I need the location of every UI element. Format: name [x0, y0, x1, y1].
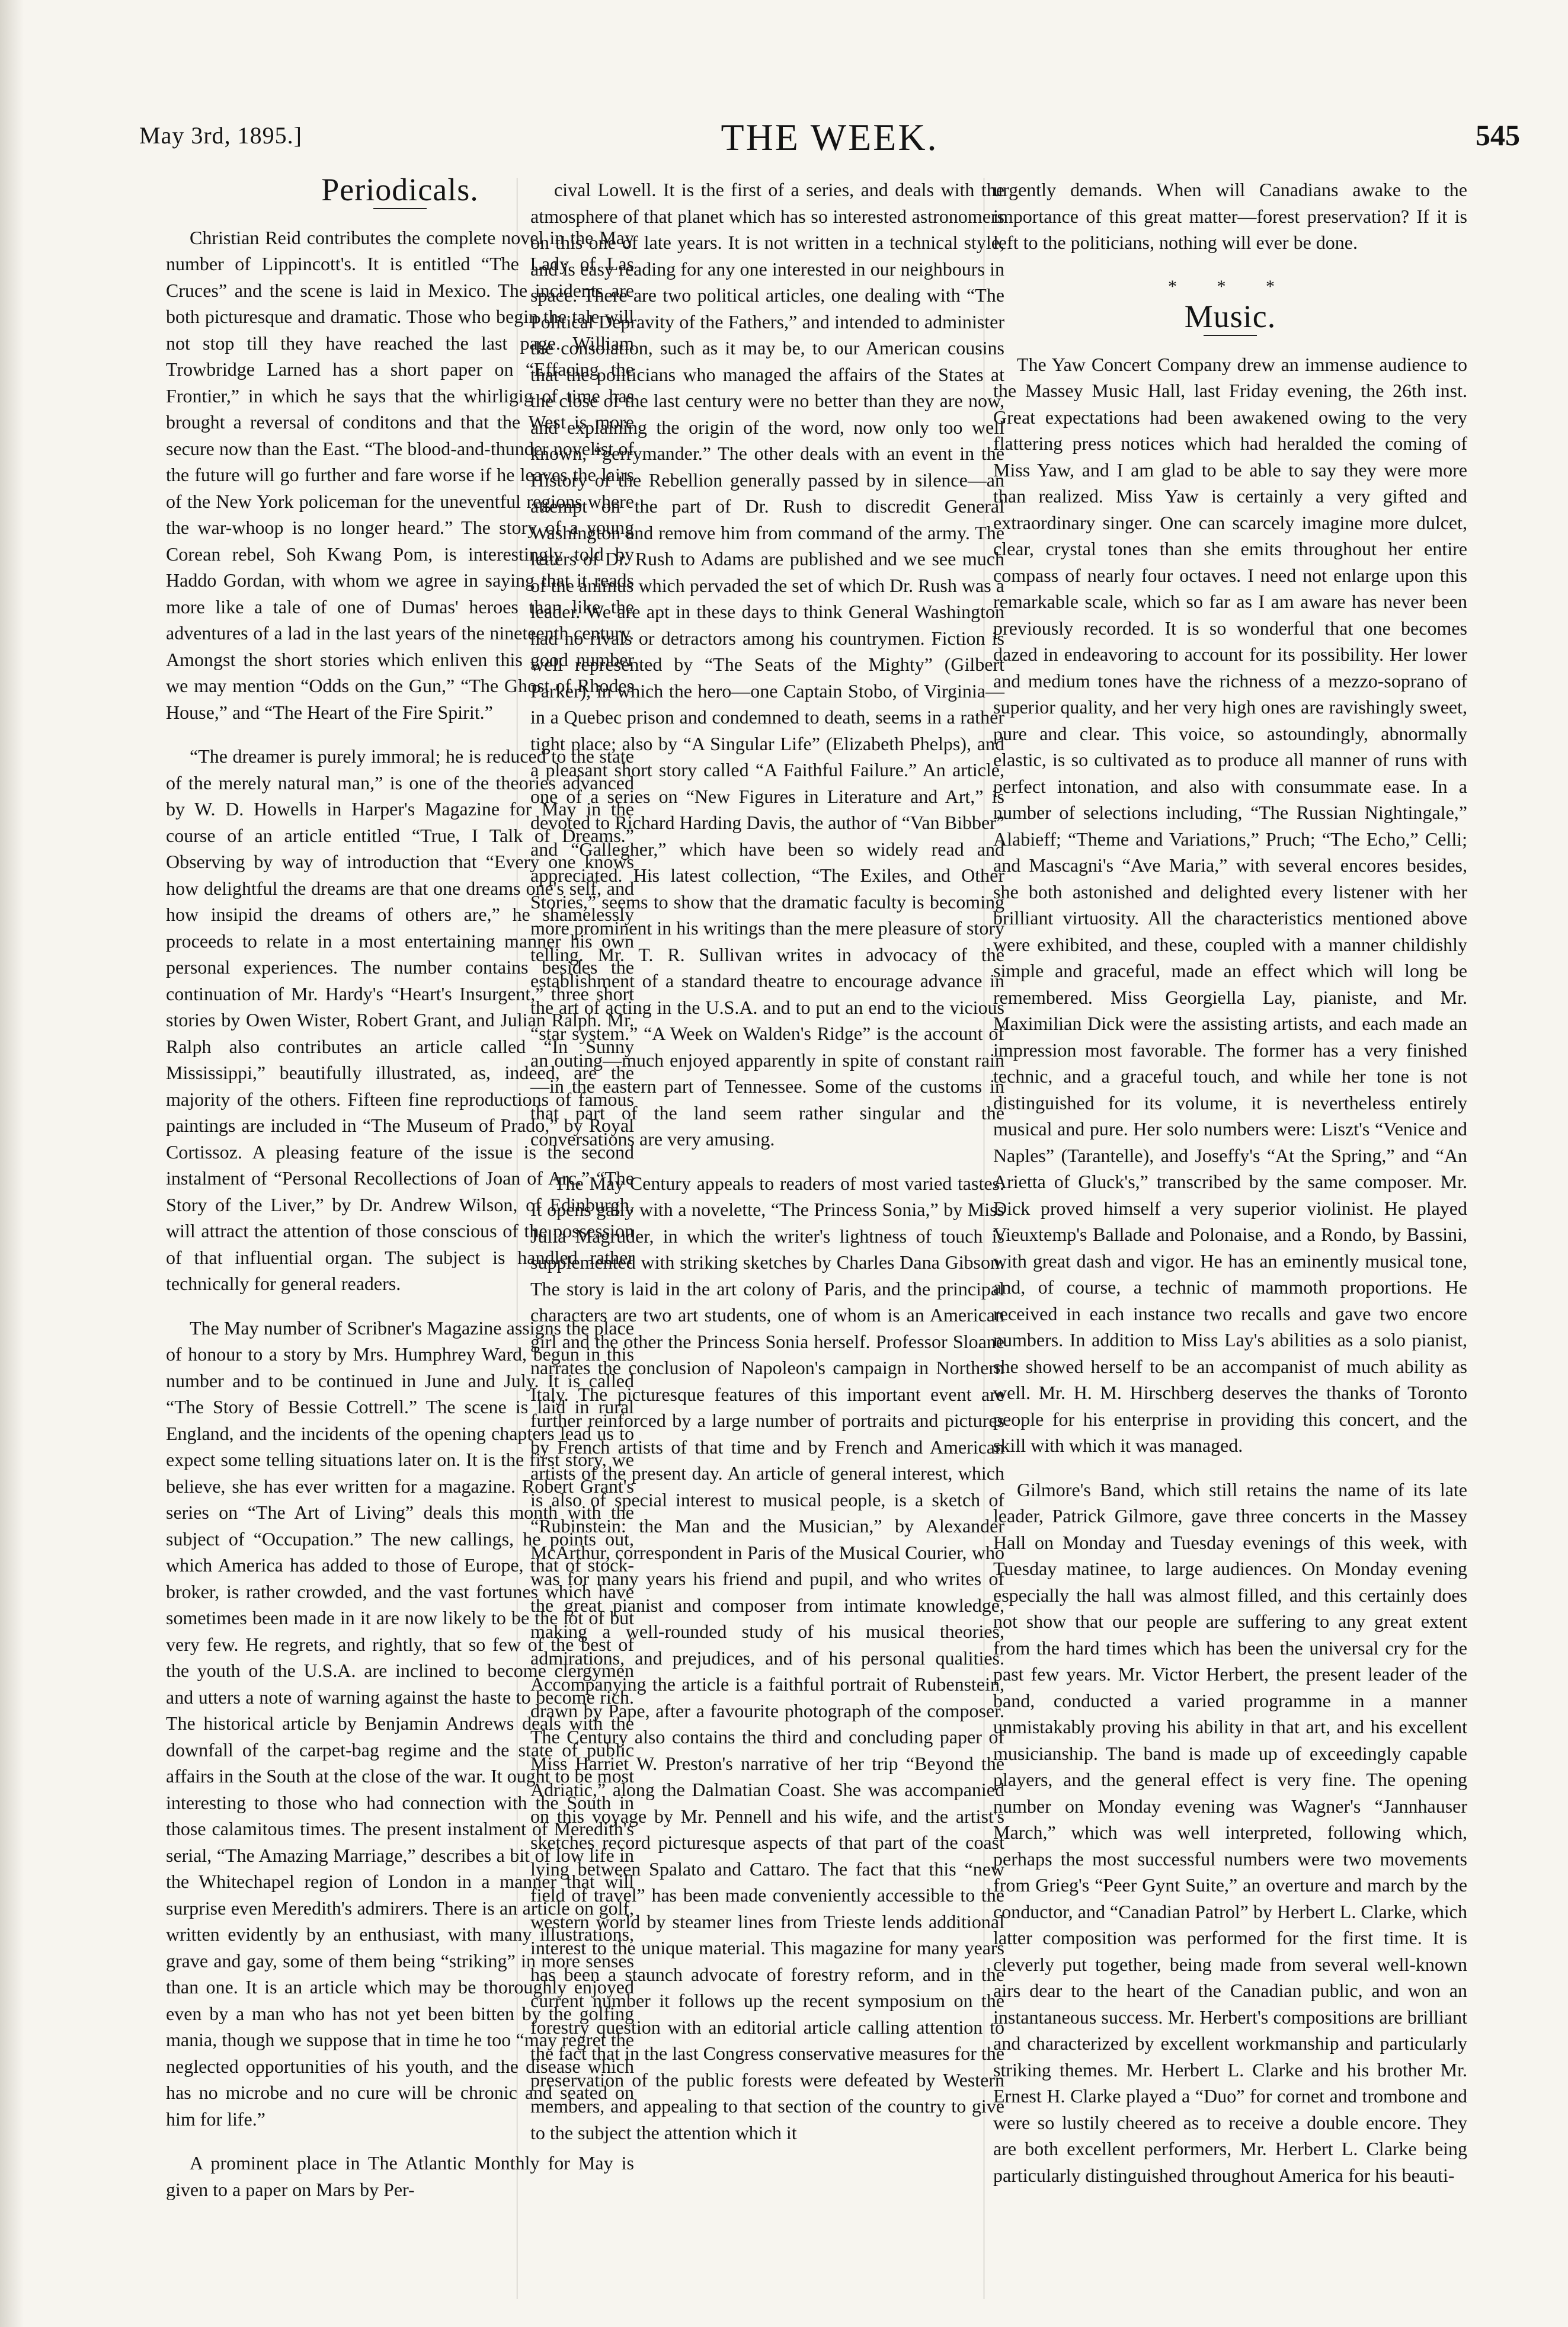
- section-heading-periodicals: Periodicals.: [321, 172, 479, 207]
- issue-date: May 3rd, 1895.]: [139, 122, 302, 149]
- heading-rule: [1204, 335, 1257, 336]
- section-separator-stars: * * *: [1168, 276, 1292, 296]
- section-heading-music: Music.: [1184, 299, 1276, 334]
- article-paragraph: The Yaw Concert Company drew an immense audience to the Massey Music Hall, last Friday evening, the 26th inst. Great expectations had been awakened owing to the very flattering press notices which had heralded the coming of Miss Yaw, and I am glad to be able to say they were more than realized. Miss Yaw is certainly a very gifted and extraordinary singer. One can scarcely imagine more dulcet, clear, crystal tones than she emits throughout her entire compass of nearly four octaves. I need not enlarge upon this remarkable scale, which so far as I am aware has never been previously recorded. It is so wonderful that one becomes dazed in endeavoring to account for its possibility. Her lower and medium tones have the richness of a mezzo-soprano of superior quality, and her very high ones are ravishingly sweet, pure and clear. This voice, so astoundingly, abnormally elastic, is so cultivated as to produce all manner of runs with perfect intonation, and also with consummate ease. In a number of selections including, “The Russian Nightingale,” Alabieff; “Theme and Variations,” Pruch; “The Echo,” Celli; and Mascagni's “Ave Maria,” with several encores besides, she both astonished and delighted every listener with her brilliant virtuosity. All the characteristics mentioned above were exhibited, and these, coupled with a manner childishly simple and graceful, made an effect which will long be remembered. Miss Georgiella Lay, pianiste, and Mr. Maximilian Dick were the assisting artists, and each made an impression most favorable. The former has a very finished technic, and a graceful touch, and while her tone is not distinguished for its volume, it is nevertheless entirely musical and pure. Her solo numbers were: Liszt's “Venice and Naples” (Tarantelle), and Joseffy's “At the Spring,” and “An Arietta of Gluck's,” transcribed by the same composer. Mr. Dick proved himself a very superior violinist. He played Vieuxtemp's Ballade and Polonaise, and a Rondo, by Bassini, with great dash and vigor. He has an eminently musical tone, and, of course, a technic of mammoth proportions. He received in each instance two recalls and gave two encore numbers. In addition to Miss Lay's abilities as a solo pianist, she showed herself to be an accompanist of much ability as well. Mr. H. M. Hirschberg deserves the thanks of Toronto people for his enterprise in providing this concert, and the skill with which it was managed.: [993, 353, 1467, 1456]
- article-paragraph: urgently demands. When will Canadians awake to the importance of this great matter—forest preservation? If it is left to the politicians, nothing will ever be done.: [993, 179, 1467, 253]
- column-music: [993, 177, 1467, 2206]
- article-paragraph: Christian Reid contributes the complete novel in the May number of Lippincott's. It is entitled “The Lady of Las Cruces” and the scene is laid in Mexico. The incidents are both picturesque and dramatic. Those who begin the tale will not stop till they have reached the last page. William Trowbridge Larned has a short paper on “Effacing the Frontier,” in which he says that the whirligig of time has brought a reversal of conditons and that the West is more secure now than the East. “The blood-and-thunder novelist of the future will go further and fare worse if he leaves the lairs of the New York policeman for the uneventful regions where the war-whoop is no longer heard.” The story of a young Corean rebel, Soh Kwang Pom, is interestingly told by Haddo Gordan, with whom we agree in saying that it reads more like a tale of one of Dumas' heroes than like the adventures of a lad in the last years of the nineteenth century. Amongst the short stories which enliven this good number we may mention “Odds on the Gun,” “The Ghost of Rhodes House,” and “The Heart of the Fire Spirit.”: [166, 226, 634, 723]
- page-header: [139, 116, 1520, 163]
- article-paragraph: The May Century appeals to readers of most varied tastes. It opens gaily with a novelette, “The Princess Sonia,” by Miss Julia Magruder, in which the writer's lightness of touch is supplemented with striking sketches by Charles Dana Gibson. The story is laid in the art colony of Paris, and the principal characters are two art students, one of whom is an American girl and the other the Princess Sonia herself. Professor Sloane narrates the conclusion of Napoleon's campaign in Northern Italy. The picturesque features of this important event are further reinforced by a large number of portraits and pictures by French artists of that time and by French and American artists of the present day. An article of general interest, which is also of special interest to musical people, is a sketch of “Rubinstein: the Man and the Musician,” by Alexander McArthur, correspondent in Paris of the Musical Courier, who was for many years his friend and pupil, and who writes of the great pianist and composer from intimate knowledge, making a well-rounded study of his musical theories, admirations, and prejudices, and of his personal qualities. Accompanying the article is a faithful portrait of Rubenstein, drawn by Pape, after a favourite photograph of the composer. The Century also contains the third and concluding paper of Miss Harriet W. Preston's narrative of her trip “Beyond the Adriatic,” along the Dalmatian Coast. She was accompanied on this voyage by Mr. Pennell and his wife, and the artist's sketches record picturesque aspects of that part of the coast lying between Spalato and Cattaro. The fact that this “new field of travel” has been made conveniently accessible to the western world by steamer lines from Trieste lends additional interest to the unique material. This magazine for many years has been a staunch advocate of forestry reform, and in the current number it follows up the recent symposium on the forestry question with an editorial article calling attention to the fact that in the last Congress conservative measures for the preservation of the public forests were defeated by Western members, and appealing to that section of the country to give to the subject the attention which it: [530, 1172, 1004, 2143]
- column-middle: [530, 177, 1004, 2163]
- article-paragraph: “The dreamer is purely immoral; he is reduced to the state of the merely natural man,” is one of the theories advanced by W. D. Howells in Harper's Magazine for May in the course of an article entitled “True, I Talk of Dreams.” Observing by way of introduction that “Every one knows how delightful the dreams are that one dreams one's self, and how insipid the dreams of others are,” he shamelessly proceeds to relate in a most entertaining manner his own personal experiences. The number contains besides the continuation of Mr. Hardy's “Heart's Insurgent,” three short stories by Owen Wister, Robert Grant, and Julian Ralph. Mr. Ralph also contributes an article called “In Sunny Mississippi,” beautifully illustrated, as, indeed, are the majority of the others. Fifteen fine reproductions of famous paintings are included in “The Museum of Prado,” by Royal Cortissoz. A pleasing feature of the issue is the second instalment of “Personal Recollections of Joan of Arc.” “The Story of the Liver,” by Dr. Andrew Wilson, of Edinburgh, will attract the attention of those conscious of the possession of that influential organ. The subject is handled rather technically for general readers.: [166, 745, 634, 1294]
- page-binding-shadow: [0, 0, 24, 2327]
- heading-rule: [373, 208, 427, 209]
- article-paragraph: Gilmore's Band, which still retains the name of its late leader, Patrick Gilmore, gave three concerts in the Massey Hall on Monday and Tuesday evenings of this week, with Tuesday matinee, to large audiences. On Monday evening especially the hall was almost filled, and this certainly does not show that our people are suffering to any great extent from the hard times which has been the universal cry for the past few years. Mr. Victor Herbert, the present leader of the band, conducted a varied programme in a manner unmistakably proving his ability in that art, and his excellent musicianship. The band is made up of exceedingly capable players, and the general effect is very fine. The opening number on Monday evening was Wagner's “Jannhauser March,” which was well interpreted, following which, perhaps the most successful numbers were two movements from Grieg's “Peer Gynt Suite,” an overture and march by the conductor, and “Canadian Patrol” by Herbert L. Clarke, which latter composition was performed for the first time. It is cleverly put together, being made from several well-known airs dear to the heart of the Canadian public, and won an instantaneous success. Mr. Herbert's compositions are brilliant and characterized by excellent workmanship and particularly striking themes. Mr. Herbert L. Clarke and his brother Mr. Ernest H. Clarke played a “Duo” for cornet and trombone and were so lustily cheered as to receive a double encore. They are both excellent performers, Mr. Herbert L. Clarke being particularly distinguished throughout America for his beauti-: [993, 1478, 1467, 2186]
- article-paragraph: The May number of Scribner's Magazine assigns the place of honour to a story by Mrs. Humphrey Ward, begun in this number and to be continued in June and July. It is called “The Story of Bessie Cottrell.” The scene is laid in rural England, and the incidents of the opening chapters lead us to expect some telling situations later on. It is the first story, we believe, she has ever written for a magazine. Robert Grant's series on “The Art of Living” deals this month with the subject of “Occupation.” The new callings, he points out, which America has added to those of Europe, that of stock-broker, is rather crowded, and the vast fortunes which have sometimes been made in it are now likely to be the lot of but very few. He regrets, and rightly, that so few of the best of the youth of the U.S.A. are inclined to become clergymen and utters a note of warning against the haste to become rich. The historical article by Benjamin Andrews deals with the downfall of the carpet-bag regime and the state of public affairs in the South at the close of the war. It ought to be most interesting to those who had connection with the South in those calamitous times. The present instalment of Meredith's serial, “The Amazing Marriage,” describes a bit of low life in the Whitechapel region of London in a manner that will surprise even Meredith's admirers. There is an article on golf, written evidently by an enthusiast, with many illustrations, grave and gay, some of them being “striking” in more senses than one. It is an article which may be thoroughly enjoyed even by a man who has not yet been bitten by the golfing mania, though we suppose that in time he too “may regret the neglected opportunities of his youth, and the disease which has no microbe and no cure will be chronic and seated on him for life.”: [166, 1317, 634, 2130]
- article-paragraph: A prominent place in The Atlantic Monthly for May is given to a paper on Mars by Per-: [166, 2152, 634, 2200]
- article-paragraph: cival Lowell. It is the first of a series, and deals with the atmosphere of that planet which has so interested astronomers on this one of late years. It is not written in a technical style, and is easy reading for any one interested in our neighbours in space. There are two political articles, one dealing with “The Political Depravity of the Fathers,” and intended to administer the consolation, such as it may be, to our American cousins that the politicians who managed the affairs of the States at the close of the last century were no better than they are now, and explaining the origin of the word, now only too well known, “gerrymander.” The other deals with an event in the History of the Rebellion generally passed by in silence—an attempt on the part of Dr. Rush to discredit General Washington and remove him from command of the army. The letters of Dr. Rush to Adams are published and we see much of the animus which pervaded the set of which Dr. Rush was a leader. We are apt in these days to think General Washington had no rivals or detractors among his countrymen. Fiction is well represented by “The Seats of the Mighty” (Gilbert Parker), in which the hero—one Captain Stobo, of Virginia—in a Quebec prison and condemned to death, seems in a rather tight place; also by “A Singular Life” (Elizabeth Phelps), and a pleasant short story called “A Faithful Failure.” An article, one of a series on “New Figures in Literature and Art,” is devoted to Richard Harding Davis, the author of “Van Bibber” and “Gallegher,” which have been so widely read and appreciated. His latest collection, “The Exiles, and Other Stories,” seems to show that the dramatic faculty is becoming more prominent in his writings than the mere pleasure of story telling. Mr. T. R. Sullivan writes in advocacy of the establishment of a standard theatre to encourage advance in the art of acting in the U.S.A. and to put an end to the vicious “star system.” “A Week on Walden's Ridge” is the account of an outing—much enjoyed apparently in spite of constant rain—in the eastern part of Tennessee. Some of the customs in that part of the land seem rather singular and the conversations are very amusing.: [530, 179, 1004, 1150]
- page-number: 545: [1476, 119, 1520, 152]
- publication-title: THE WEEK.: [721, 116, 939, 158]
